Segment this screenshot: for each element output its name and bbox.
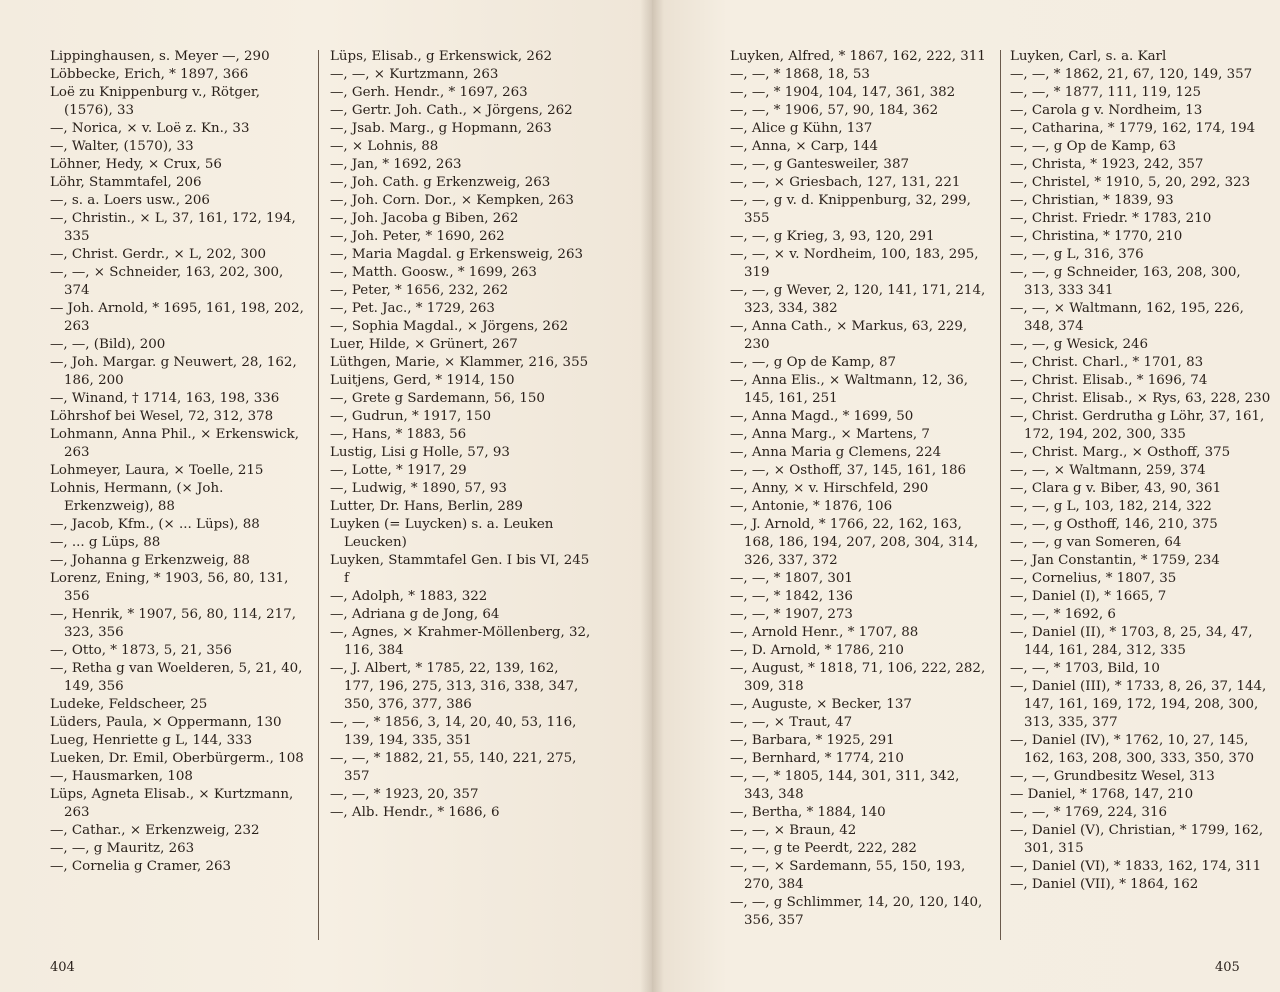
index-entry: Lohmeyer, Laura, × Toelle, 215	[50, 463, 264, 478]
index-entry: —, —, × Sardemann, 55, 150, 193, 270, 384	[730, 859, 966, 892]
index-entry: —, Matth. Goosw., * 1699, 263	[330, 265, 537, 280]
index-entry: Lutter, Dr. Hans, Berlin, 289	[330, 499, 523, 514]
index-entry: —, —, g Wever, 2, 120, 141, 171, 214, 323, 334, 382	[730, 283, 986, 316]
index-entry: —, Anna, × Carp, 144	[730, 139, 879, 154]
index-entry: —, Daniel (VI), * 1833, 162, 174, 311	[1010, 859, 1262, 874]
index-entry: —, Hausmarken, 108	[50, 769, 193, 784]
index-entry: Lueken, Dr. Emil, Oberbürgerm., 108	[50, 751, 304, 766]
index-entry: Lüders, Paula, × Oppermann, 130	[50, 715, 282, 730]
index-entry: — Daniel, * 1768, 147, 210	[1010, 787, 1194, 802]
index-entry: —, —, g L, 316, 376	[1010, 247, 1144, 262]
index-entry: —, —, g Schneider, 163, 208, 300, 313, 333 341	[1010, 265, 1241, 298]
index-entry: Lippinghausen, s. Meyer —, 290	[50, 49, 270, 64]
index-entry: —, —, g Op de Kamp, 87	[730, 355, 897, 370]
index-entry: —, Arnold Henr., * 1707, 88	[730, 625, 919, 640]
index-entry: —, —, * 1906, 57, 90, 184, 362	[730, 103, 939, 118]
index-entry: —, Jacob, Kfm., (× ... Lüps), 88	[50, 517, 260, 532]
index-entry: —, —, * 1923, 20, 357	[330, 787, 479, 802]
column-divider-left	[318, 50, 319, 940]
index-entry: —, Cornelius, * 1807, 35	[1010, 571, 1177, 586]
index-entry: —, Pet. Jac., * 1729, 263	[330, 301, 495, 316]
index-entry: —, Antonie, * 1876, 106	[730, 499, 893, 514]
index-entry: —, Maria Magdal. g Erkensweig, 263	[330, 247, 583, 262]
index-entry: Löhrshof bei Wesel, 72, 312, 378	[50, 409, 274, 424]
index-entry: —, Daniel (VII), * 1864, 162	[1010, 877, 1199, 892]
index-column-3	[730, 48, 992, 930]
index-entry: —, Peter, * 1656, 232, 262	[330, 283, 509, 298]
index-entry: —, —, g Wesick, 246	[1010, 337, 1149, 352]
index-entry: —, —, × Osthoff, 37, 145, 161, 186	[730, 463, 967, 478]
index-entry: —, Christ. Elisab., * 1696, 74	[1010, 373, 1208, 388]
index-entry: —, Otto, * 1873, 5, 21, 356	[50, 643, 232, 658]
index-entry: —, Christ. Marg., × Osthoff, 375	[1010, 445, 1231, 460]
index-entry: —, Cathar., × Erkenzweig, 232	[50, 823, 260, 838]
index-entry: —, Ludwig, * 1890, 57, 93	[330, 481, 507, 496]
index-entry: —, —, * 1856, 3, 14, 20, 40, 53, 116, 139, 194, 335, 351	[330, 715, 577, 748]
index-entry: —, —, * 1882, 21, 55, 140, 221, 275, 357	[330, 751, 577, 784]
index-entry: —, Christ. Charl., * 1701, 83	[1010, 355, 1204, 370]
index-entry: —, Walter, (1570), 33	[50, 139, 194, 154]
index-entry: —, —, g v. d. Knippenburg, 32, 299, 355	[730, 193, 971, 226]
index-entry: —, Joh. Jacoba g Biben, 262	[330, 211, 519, 226]
index-entry: —, Jan, * 1692, 263	[330, 157, 462, 172]
column-divider-right	[1000, 50, 1001, 940]
index-entry: —, Sophia Magdal., × Jörgens, 262	[330, 319, 569, 334]
index-entry: Luitjens, Gerd, * 1914, 150	[330, 373, 515, 388]
index-entry: Lüps, Elisab., g Erkenswick, 262	[330, 49, 552, 64]
index-entry: Loë zu Knippenburg v., Rötger, (1576), 33	[50, 85, 261, 118]
index-entry: —, Christin., × L, 37, 161, 172, 194, 335	[50, 211, 296, 244]
index-entry: —, Anna Elis., × Waltmann, 12, 36, 145, 161, 251	[730, 373, 969, 406]
index-entry: —, —, g Ganteswеiler, 387	[730, 157, 909, 172]
index-entry: —, Daniel (I), * 1665, 7	[1010, 589, 1167, 604]
index-entry: —, —, * 1862, 21, 67, 120, 149, 357	[1010, 67, 1253, 82]
index-entry: —, Retha g van Woelderen, 5, 21, 40, 149, 356	[50, 661, 303, 694]
index-entry: —, s. a. Loers usw., 206	[50, 193, 210, 208]
index-entry: —, Christ. Elisab., × Rys, 63, 228, 230	[1010, 391, 1271, 406]
index-entry: —, —, * 1904, 104, 147, 361, 382	[730, 85, 956, 100]
index-entry: —, Johanna g Erkenzweig, 88	[50, 553, 250, 568]
index-column-4	[1010, 48, 1272, 894]
index-entry: —, Cornelia g Cramer, 263	[50, 859, 232, 874]
index-entry: —, J. Albert, * 1785, 22, 139, 162, 177, 196, 275, 313, 316, 338, 347, 350, 376, 377, 386	[330, 661, 579, 712]
index-entry: Ludeke, Feldscheer, 25	[50, 697, 208, 712]
index-entry: —, —, * 1692, 6	[1010, 607, 1116, 622]
index-entry: —, —, g Osthoff, 146, 210, 375	[1010, 517, 1218, 532]
index-entry: —, Grete g Sardemann, 56, 150	[330, 391, 545, 406]
page-number-right: 405	[1215, 960, 1240, 975]
index-entry: Luyken, Alfred, * 1867, 162, 222, 311	[730, 49, 986, 64]
index-entry: —, Jan Constantin, * 1759, 234	[1010, 553, 1220, 568]
index-entry: —, Jsab. Marg., g Hopmann, 263	[330, 121, 552, 136]
index-entry: —, —, g te Peerdt, 222, 282	[730, 841, 917, 856]
index-entry: Lohnis, Hermann, (× Joh. Erkenzweig), 88	[50, 481, 224, 514]
index-entry: —, × Lohnis, 88	[330, 139, 439, 154]
index-entry: —, —, × Griesbach, 127, 131, 221	[730, 175, 961, 190]
index-entry: —, —, Grundbesitz Wesel, 313	[1010, 769, 1215, 784]
index-entry: —, Christa, * 1923, 242, 357	[1010, 157, 1204, 172]
index-entry: —, Daniel (III), * 1733, 8, 26, 37, 144, 147, 161, 169, 172, 194, 208, 300, 313, 335, 377	[1010, 679, 1267, 730]
index-entry: Lüthgen, Marie, × Klammer, 216, 355	[330, 355, 589, 370]
index-entry: —, Auguste, × Becker, 137	[730, 697, 912, 712]
index-entry: —, Hans, * 1883, 56	[330, 427, 467, 442]
index-entry: —, —, * 1807, 301	[730, 571, 853, 586]
index-entry: Luyken (= Luycken) s. a. Leuken Leucken)	[330, 517, 554, 550]
index-entry: —, Anna Cath., × Markus, 63, 229, 230	[730, 319, 968, 352]
index-entry: —, Gertr. Joh. Cath., × Jörgens, 262	[330, 103, 573, 118]
index-entry: Luyken, Stammtafel Gen. I bis VI, 245 f	[330, 553, 590, 586]
book-gutter	[640, 0, 664, 992]
index-entry: —, Christ. Gerdrutha g Löhr, 37, 161, 172, 194, 202, 300, 335	[1010, 409, 1265, 442]
index-entry: —, —, × Waltmann, 259, 374	[1010, 463, 1206, 478]
index-entry: —, Christ. Gerdr., × L, 202, 300	[50, 247, 267, 262]
index-entry: —, Joh. Cath. g Erkenzweig, 263	[330, 175, 551, 190]
index-entry: —, —, * 1868, 18, 53	[730, 67, 870, 82]
index-entry: Lüps, Agneta Elisab., × Kurtzmann, 263	[50, 787, 294, 820]
index-entry: —, Adriana g de Jong, 64	[330, 607, 500, 622]
index-entry: —, J. Arnold, * 1766, 22, 162, 163, 168, 186, 194, 207, 208, 304, 314, 326, 337, 372	[730, 517, 979, 568]
index-entry: Lustig, Lisi g Holle, 57, 93	[330, 445, 510, 460]
index-entry: —, Anna Marg., × Martens, 7	[730, 427, 930, 442]
index-entry: —, —, g L, 103, 182, 214, 322	[1010, 499, 1212, 514]
index-entry: Lorenz, Ening, * 1903, 56, 80, 131, 356	[50, 571, 289, 604]
index-entry: —, —, × Kurtzmann, 263	[330, 67, 499, 82]
index-entry: —, Joh. Margar. g Neuwert, 28, 162, 186, 200	[50, 355, 297, 388]
index-entry: Löhr, Stammtafel, 206	[50, 175, 202, 190]
index-entry: —, —, × Braun, 42	[730, 823, 857, 838]
index-entry: —, ... g Lüps, 88	[50, 535, 161, 550]
index-entry: —, —, g Mauritz, 263	[50, 841, 195, 856]
index-entry: —, Henrik, * 1907, 56, 80, 114, 217, 323, 356	[50, 607, 296, 640]
index-column-1	[50, 48, 312, 876]
index-entry: —, —, g Krieg, 3, 93, 120, 291	[730, 229, 935, 244]
index-entry: Luer, Hilde, × Grünert, 267	[330, 337, 518, 352]
index-entry: —, —, g Schlimmer, 14, 20, 120, 140, 356, 357	[730, 895, 983, 928]
index-entry: —, Agnes, × Krahmer-Möllenberg, 32, 116, 384	[330, 625, 591, 658]
index-entry: —, Alice g Kühn, 137	[730, 121, 873, 136]
index-entry: — Joh. Arnold, * 1695, 161, 198, 202, 263	[50, 301, 304, 334]
index-entry: Luyken, Carl, s. a. Karl	[1010, 49, 1167, 64]
index-entry: —, —, * 1703, Bild, 10	[1010, 661, 1160, 676]
index-entry: —, Gerh. Hendr., * 1697, 263	[330, 85, 528, 100]
index-entry: —, Lotte, * 1917, 29	[330, 463, 467, 478]
index-entry: —, Winand, † 1714, 163, 198, 336	[50, 391, 280, 406]
index-entry: Lueg, Henriette g L, 144, 333	[50, 733, 253, 748]
index-entry: Löbbecke, Erich, * 1897, 366	[50, 67, 249, 82]
index-entry: —, Catharina, * 1779, 162, 174, 194	[1010, 121, 1256, 136]
index-entry: —, Alb. Hendr., * 1686, 6	[330, 805, 500, 820]
index-entry: —, Anny, × v. Hirschfeld, 290	[730, 481, 929, 496]
page-number-left: 404	[50, 960, 75, 975]
index-entry: —, —, × Waltmann, 162, 195, 226, 348, 374	[1010, 301, 1244, 334]
index-entry: —, Bernhard, * 1774, 210	[730, 751, 904, 766]
index-entry: —, Daniel (V), Christian, * 1799, 162, 301, 315	[1010, 823, 1264, 856]
index-entry: —, Carola g v. Nordheim, 13	[1010, 103, 1203, 118]
index-entry: —, Christian, * 1839, 93	[1010, 193, 1174, 208]
index-entry: —, —, × Schneider, 163, 202, 300, 374	[50, 265, 284, 298]
index-entry: —, Joh. Corn. Dor., × Kempken, 263	[330, 193, 574, 208]
index-entry: —, Norica, × v. Loë z. Kn., 33	[50, 121, 250, 136]
index-entry: —, Barbara, * 1925, 291	[730, 733, 895, 748]
index-entry: —, Bertha, * 1884, 140	[730, 805, 886, 820]
index-entry: —, —, × Traut, 47	[730, 715, 853, 730]
index-column-2	[330, 48, 592, 822]
index-entry: —, —, * 1769, 224, 316	[1010, 805, 1167, 820]
index-entry: —, Daniel (IV), * 1762, 10, 27, 145, 162, 163, 208, 300, 333, 350, 370	[1010, 733, 1254, 766]
index-entry: —, August, * 1818, 71, 106, 222, 282, 309, 318	[730, 661, 986, 694]
index-entry: —, —, g van Someren, 64	[1010, 535, 1182, 550]
index-entry: —, Joh. Peter, * 1690, 262	[330, 229, 505, 244]
index-entry: —, Christina, * 1770, 210	[1010, 229, 1183, 244]
index-entry: —, D. Arnold, * 1786, 210	[730, 643, 904, 658]
index-entry: —, —, * 1805, 144, 301, 311, 342, 343, 348	[730, 769, 960, 802]
index-entry: —, Clara g v. Biber, 43, 90, 361	[1010, 481, 1222, 496]
index-entry: —, Christel, * 1910, 5, 20, 292, 323	[1010, 175, 1251, 190]
index-entry: —, Adolph, * 1883, 322	[330, 589, 488, 604]
index-entry: —, —, × v. Nordheim, 100, 183, 295, 319	[730, 247, 979, 280]
index-entry: —, —, g Op de Kamp, 63	[1010, 139, 1177, 154]
index-entry: —, Anna Magd., * 1699, 50	[730, 409, 914, 424]
index-entry: —, —, * 1877, 111, 119, 125	[1010, 85, 1202, 100]
index-entry: —, Gudrun, * 1917, 150	[330, 409, 492, 424]
index-entry: —, —, * 1842, 136	[730, 589, 853, 604]
index-entry: —, —, (Bild), 200	[50, 337, 166, 352]
index-entry: —, Christ. Friedr. * 1783, 210	[1010, 211, 1212, 226]
index-entry: —, Anna Maria g Clemens, 224	[730, 445, 942, 460]
index-entry: —, —, * 1907, 273	[730, 607, 853, 622]
index-entry: Lohmann, Anna Phil., × Erkenswick, 263	[50, 427, 299, 460]
index-entry: Löhner, Hedy, × Crux, 56	[50, 157, 222, 172]
index-entry: —, Daniel (II), * 1703, 8, 25, 34, 47, 144, 161, 284, 312, 335	[1010, 625, 1253, 658]
